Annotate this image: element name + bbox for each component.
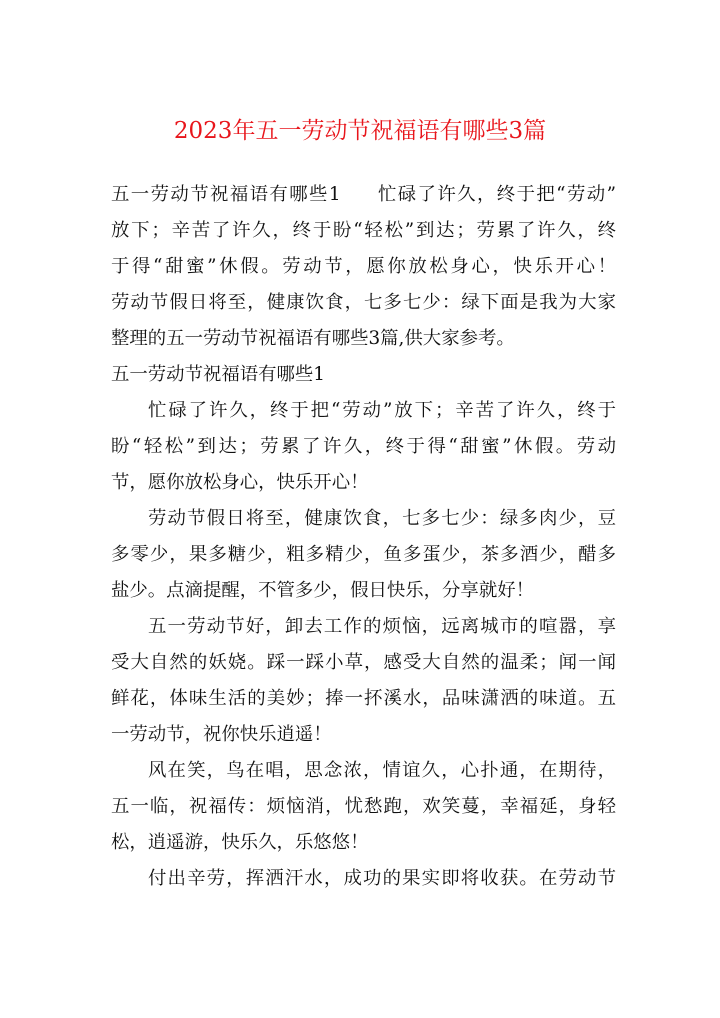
document-body	[111, 177, 616, 897]
paragraph-4-line-2: 五一临，祝福传：烦恼消，忧愁跑，欢笑蔓，幸福延，身轻	[111, 796, 616, 817]
intro-heading-inline: 五一劳动节祝福语有哪些1	[111, 184, 341, 205]
intro-line-5: 整理的五一劳动节祝福语有哪些3篇,供大家参考。	[111, 328, 515, 349]
paragraph-4-line-3: 松，逍遥游，快乐久，乐悠悠！	[111, 832, 369, 853]
intro-line-3: 于得“甜蜜”休假。劳动节，愿你放松身心，快乐开心！	[111, 256, 616, 277]
paragraph-2-line-2: 多零少，果多糖少，粗多精少，鱼多蛋少，茶多酒少，醋多	[111, 544, 616, 565]
paragraph-3-line-4: 一劳动节，祝你快乐逍遥！	[111, 724, 332, 745]
intro-line-1	[111, 177, 616, 213]
document-title: 2023年五一劳动节祝福语有哪些3篇	[173, 118, 547, 144]
paragraph-3-line-2: 受大自然的妖娆。踩一踩小草，感受大自然的温柔；闻一闻	[111, 652, 616, 673]
paragraph-5-line-1: 付出辛劳，挥洒汗水，成功的果实即将收获。在劳动节	[148, 868, 616, 889]
section-heading: 五一劳动节祝福语有哪些1	[111, 364, 325, 385]
paragraph-1-line-2: 盼“轻松”到达；劳累了许久，终于得“甜蜜”休假。劳动	[111, 436, 616, 457]
paragraph-2-line-3: 盐少。点滴提醒，不管多少，假日快乐，分享就好！	[111, 580, 534, 601]
paragraph-2-line-1: 劳动节假日将至，健康饮食，七多七少：绿多肉少，豆	[148, 508, 616, 529]
paragraph-1-line-1: 忙碌了许久，终于把“劳动”放下；辛苦了许久，终于	[148, 400, 616, 421]
intro-line-4: 劳动节假日将至，健康饮食，七多七少：绿下面是我为大家	[111, 292, 616, 313]
intro-text-start: 忙碌了许久，终于把“劳动”	[376, 184, 616, 205]
paragraph-1-line-3: 节，愿你放松身心，快乐开心！	[111, 472, 369, 493]
paragraph-3-line-1: 五一劳动节好，卸去工作的烦恼，远离城市的喧嚣，享	[148, 616, 616, 637]
paragraph-3-line-3: 鲜花，体味生活的美妙；捧一抔溪水，品味潇洒的味道。五	[111, 688, 616, 709]
paragraph-4-line-1: 风在笑，鸟在唱，思念浓，情谊久，心扑通，在期待，	[148, 760, 616, 781]
intro-line-2: 放下；辛苦了许久，终于盼“轻松”到达；劳累了许久，终	[111, 220, 616, 241]
